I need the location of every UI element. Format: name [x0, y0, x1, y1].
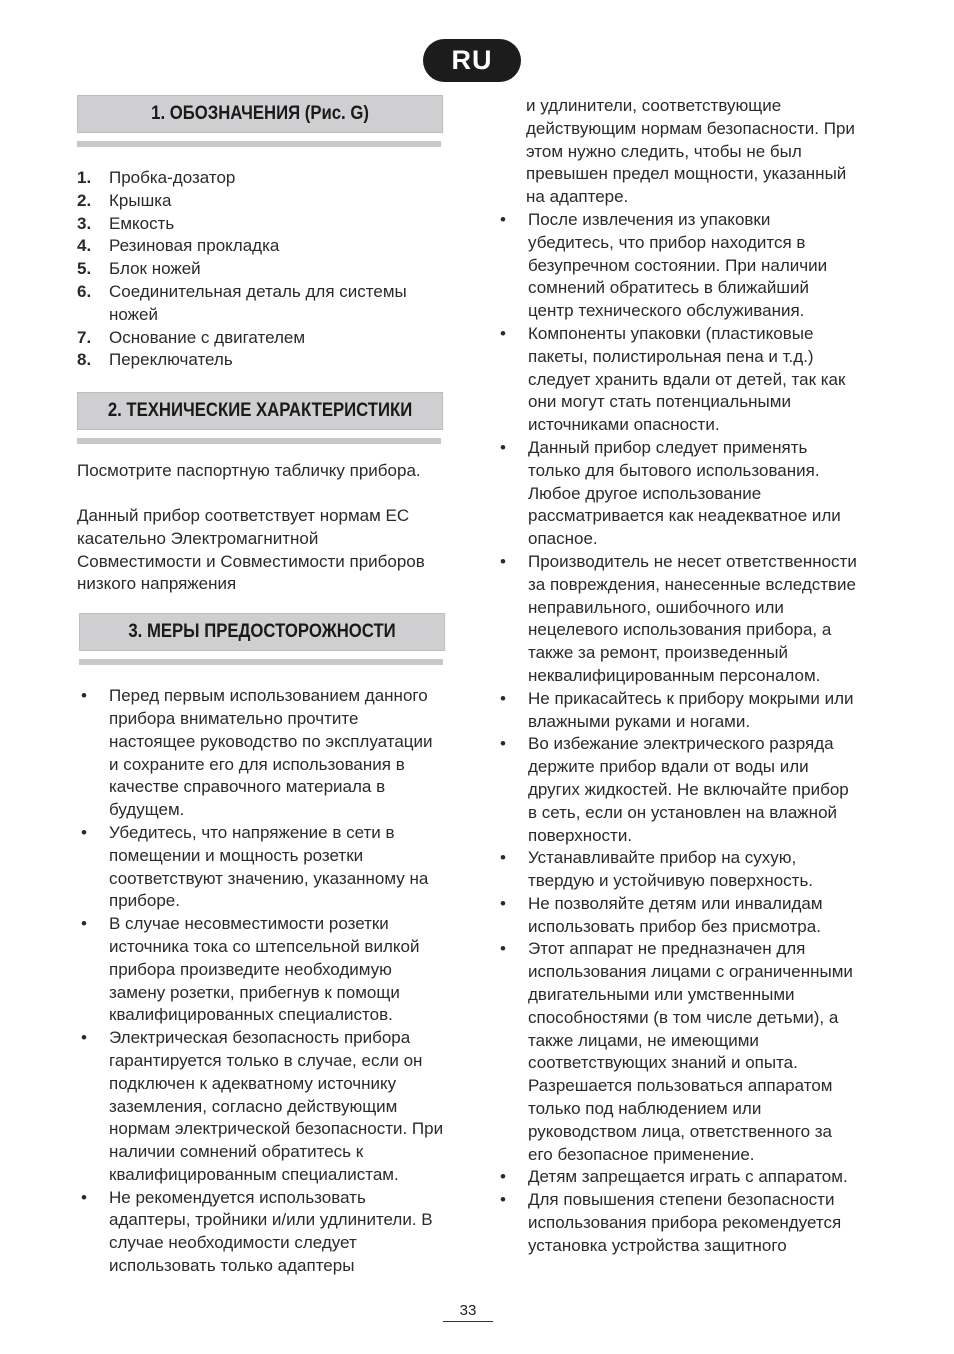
section2-heading: 2. ТЕХНИЧЕСКИЕ ХАРАКТЕРИСТИКИ [77, 392, 443, 430]
list-item: • Не рекомендуется использовать адаптеры, тройники и/или удлинители. В случае необходимости следует использовать только адаптеры [81, 1187, 433, 1276]
continuation-paragraph: и удлинители, соответствующие действующим нормам безопасности. При этом нужно следить, чтобы не был превышен предел мощности, указанный на адаптере. [526, 96, 855, 207]
list-item: 1. Пробка-дозатор [77, 168, 236, 187]
list-item: • Детям запрещается играть с аппаратом. [500, 1167, 848, 1187]
language-badge: RU [423, 39, 521, 82]
list-item: • Данный прибор следует применять только для бытового использования. Любое другое использование рассматривается как неадекватное или опасное. [500, 437, 841, 549]
section1-divider [77, 141, 441, 147]
list-item: • Этот аппарат не предназначен для использования лицами с ограниченными двигательными или умственными способностями (в том числе детьми), а также лицами, не имеющими соответствующих знаний и опыта. Разрешается пользоваться аппаратом только под наблюдением или руководством лица, ответственного за его безопасное применение. [500, 939, 853, 1164]
list-item: 4. Резиновая прокладка [77, 236, 280, 256]
spec-paragraph-1: Посмотрите паспортную табличку прибора. [77, 461, 421, 481]
left-column [77, 95, 447, 1278]
section3-heading: 3. МЕРЫ ПРЕДОСТОРОЖНОСТИ [79, 613, 445, 651]
list-item: • Убедитесь, что напряжение в сети в помещении и мощность розетки соответствуют значению, указанному на приборе. [81, 822, 429, 911]
section1-heading: 1. ОБОЗНАЧЕНИЯ (Рис. G) [77, 95, 443, 133]
list-item: 2. Крышка [77, 190, 172, 210]
list-item: • Не прикасайтесь к прибору мокрыми или влажными руками и ногами. [500, 688, 854, 731]
list-item: • Электрическая безопасность прибора гарантируется только в случае, если он подключен к адекватному источнику заземления, согласно действующим нормам электрической безопасности. При наличии сомнений обратитесь к квалифицированным специалистам. [81, 1028, 444, 1184]
list-item: • Устанавливайте прибор на сухую, твердую и устойчивую поверхность. [500, 848, 814, 891]
page-number: 33 [443, 1302, 493, 1322]
list-item: • В случае несовместимости розетки источника тока со штепсельной вилкой прибора произведите необходимую замену розетки, прибегнув к помощи квалифицированных специалистов. [81, 914, 420, 1025]
section2-divider [77, 438, 441, 444]
list-item: 6. Соединительная деталь для системы ножей [77, 281, 407, 324]
list-item: • После извлечения из упаковки убедитесь, что прибор находится в безупречном состоянии. При наличии сомнений обратитесь в ближайший центр технического обслуживания. [500, 209, 828, 321]
list-item: • Для повышения степени безопасности использования прибора рекомендуется установка устройства защитного [500, 1190, 842, 1255]
list-item: 7. Основание с двигателем [77, 327, 306, 347]
list-item: • Производитель не несет ответственности за повреждения, нанесенные вследствие неправильного, ошибочного или нецелевого использования прибора, а также за ремонт, произведенный неквалифицированным персоналом. [500, 551, 857, 685]
list-item: 8. Переключатель [77, 350, 233, 370]
list-item: • Компоненты упаковки (пластиковые пакеты, полистирольная пена и т.д.) следует хранить вдали от детей, так как они могут стать потенциальными источниками опасности. [500, 323, 846, 435]
section3-divider [79, 659, 443, 665]
list-item: 5. Блок ножей [77, 259, 201, 279]
list-item: • Перед первым использованием данного прибора внимательно прочтите настоящее руководство по эксплуатации и сохраните его для использования в качестве справочного материала в будущем. [81, 686, 433, 820]
list-item: • Во избежание электрического разряда держите прибор вдали от воды или других жидкостей. Не включайте прибор в сеть, если он установлен на влажной поверхности. [500, 734, 849, 845]
precautions-list-right [496, 209, 858, 1258]
list-item: 3. Емкость [77, 213, 175, 233]
precautions-list-left [77, 685, 445, 1278]
spec-paragraph-2: Данный прибор соответствует нормам ЕС касательно Электромагнитной Совместимости и Совместимости приборов низкого напряжения [77, 505, 425, 594]
right-column [496, 95, 866, 1258]
parts-list [77, 167, 447, 372]
list-item: • Не позволяйте детям или инвалидам использовать прибор без присмотра. [500, 893, 823, 936]
